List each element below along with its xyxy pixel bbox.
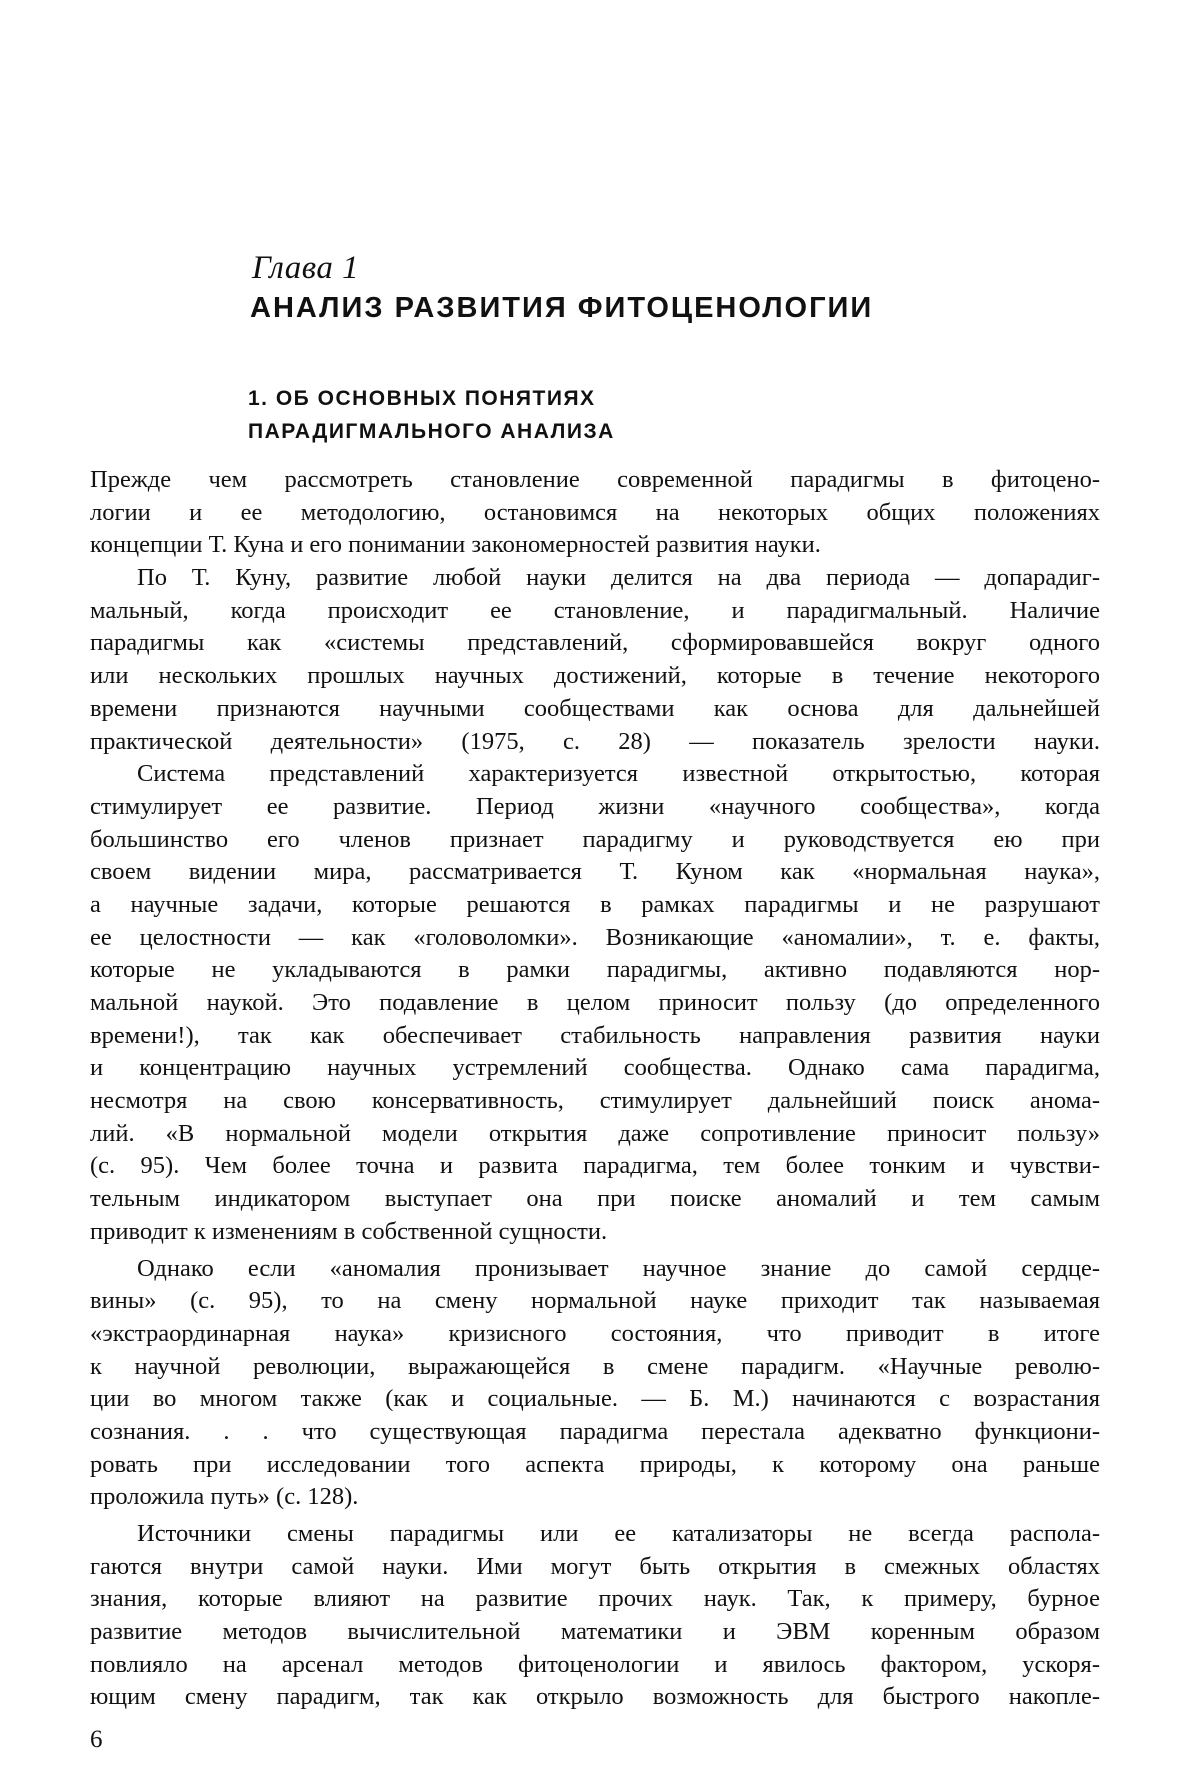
text-line: времени!), так как обеспечивает стабильность направления развития науки	[90, 1021, 1100, 1049]
text-line: несмотря на свою консервативность, стимулирует дальнейший поиск анома-	[90, 1087, 1100, 1115]
text-line: тельным индикатором выступает она при поиске аномалий и тем самым	[90, 1185, 1100, 1213]
paragraph-2	[90, 562, 1100, 758]
text-line: (с. 95). Чем более точна и развита парадигма, тем более тонким и чувстви-	[90, 1152, 1100, 1180]
chapter-label: Глава 1	[252, 250, 360, 286]
text-line: Система представлений характеризуется известной открытостью, которая	[137, 760, 1100, 788]
text-line: которые не укладываются в рамки парадигмы, активно подавляются нор-	[90, 956, 1100, 984]
paragraph-4	[90, 1253, 1100, 1515]
text-line: а научные задачи, которые решаются в рамках парадигмы и не разрушают	[90, 890, 1100, 918]
text-line: практической деятельности» (1975, с. 28) — показатель зрелости науки.	[90, 727, 1100, 755]
text-line: ее целостности — как «головоломки». Возникающие «аномалии», т. е. факты,	[90, 923, 1100, 951]
text-line: приводит к изменениям в собственной сущности.	[90, 1217, 608, 1245]
text-line: ровать при исследовании того аспекта природы, к которому она раньше	[90, 1450, 1100, 1478]
text-line: «экстраординарная наука» кризисного состояния, что приводит в итоге	[90, 1319, 1100, 1347]
text-line: к научной революции, выражающейся в смене парадигм. «Научные револю-	[90, 1352, 1100, 1380]
text-line: По Т. Куну, развитие любой науки делится на два периода — допарадиг-	[137, 564, 1100, 592]
paragraph-5	[90, 1518, 1100, 1714]
text-line: Прежде чем рассмотреть становление современной парадигмы в фитоцено-	[90, 466, 1100, 493]
section-heading	[248, 383, 615, 448]
text-line: лий. «В нормальной модели открытия даже сопротивление приносит пользу»	[90, 1119, 1100, 1147]
text-line: большинство его членов признает парадигму и руководствуется ею при	[90, 825, 1100, 853]
text-line: мальной наукой. Это подавление в целом приносит пользу (до определенного	[90, 989, 1100, 1016]
text-line: концепции Т. Куна и его понимании закономерностей развития науки.	[90, 531, 821, 559]
text-line: Источники смены парадигмы или ее катализаторы не всегда распола-	[137, 1520, 1100, 1547]
text-line: логии и ее методологию, остановимся на некоторых общих положениях	[90, 498, 1100, 526]
page-number: 6	[90, 1726, 103, 1753]
text-line: ющим смену парадигм, так как открыло возможность для быстрого накопле-	[90, 1683, 1100, 1711]
section-heading-line: ПАРАДИГМАЛЬНОГО АНАЛИЗА	[248, 419, 615, 443]
text-line: парадигмы как «системы представлений, сформировавшейся вокруг одного	[90, 629, 1100, 657]
text-line: мальный, когда происходит ее становление, и парадигмальный. Наличие	[90, 596, 1100, 624]
text-line: или нескольких прошлых научных достижений, которые в течение некоторого	[90, 662, 1100, 690]
text-line: повлияло на арсенал методов фитоценологии и явилось фактором, ускоря-	[90, 1650, 1100, 1678]
chapter-title: АНАЛИЗ РАЗВИТИЯ ФИТОЦЕНОЛОГИИ	[250, 292, 874, 324]
paragraph-1	[90, 464, 1100, 562]
text-line: вины» (с. 95), то на смену нормальной науке приходит так называемая	[90, 1287, 1100, 1315]
text-line: стимулирует ее развитие. Период жизни «научного сообщества», когда	[90, 792, 1100, 820]
text-line: и концентрацию научных устремлений сообщества. Однако сама парадигма,	[90, 1054, 1100, 1082]
text-line: гаются внутри самой науки. Ими могут быть открытия в смежных областях	[90, 1552, 1100, 1580]
paragraph-3	[90, 758, 1100, 1248]
section-heading-line: 1. ОБ ОСНОВНЫХ ПОНЯТИЯХ	[248, 387, 596, 410]
text-line: развитие методов вычислительной математики и ЭВМ коренным образом	[90, 1618, 1100, 1646]
body-text	[90, 464, 1100, 1714]
text-line: ции во многом также (как и социальные. — Б. М.) начинаются с возрастания	[90, 1385, 1100, 1413]
text-line: проложила путь» (с. 128).	[90, 1483, 359, 1511]
text-line: сознания. . . что существующая парадигма перестала адекватно функциони-	[90, 1417, 1100, 1445]
text-line: знания, которые влияют на развитие прочих наук. Так, к примеру, бурное	[90, 1585, 1100, 1613]
text-line: времени признаются научными сообществами как основа для дальнейшей	[90, 694, 1100, 722]
text-line: своем видении мира, рассматривается Т. Куном как «нормальная наука»,	[90, 858, 1100, 886]
text-line: Однако если «аномалия пронизывает научное знание до самой сердце-	[137, 1254, 1100, 1282]
